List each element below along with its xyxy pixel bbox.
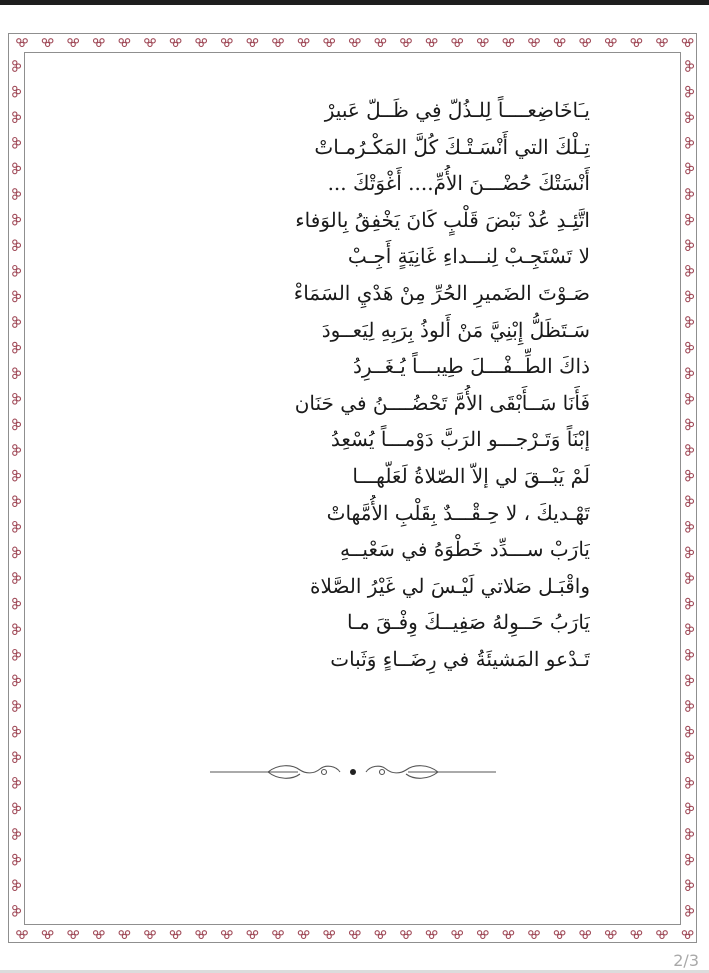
border-ornament — [686, 394, 694, 405]
border-ornament — [13, 880, 21, 891]
border-ornament — [13, 675, 21, 686]
poem-line: يَارَبْ ســـدِّد خَطْوَهُ في سَعْيــهِ — [339, 537, 590, 562]
border-ornament — [13, 624, 21, 635]
border-ornament — [273, 931, 284, 939]
border-ornament — [94, 931, 105, 939]
border-ornament — [94, 39, 105, 47]
border-ornament — [170, 39, 181, 47]
border-ornament — [554, 39, 565, 47]
poem-line: سَـتَظَلُّ إِبْنِيَّ مَنْ أَلوذُ بِرَبِهِ لِيَعــودَ — [321, 317, 590, 342]
border-ornament — [68, 931, 79, 939]
border-ornament — [478, 931, 489, 939]
border-ornament — [682, 931, 693, 939]
border-ornament — [119, 39, 130, 47]
border-ornament — [580, 931, 591, 939]
poem-line: لا تَسْتَجِـبْ لِنـــداءِ غَانِيَةٍ أَجِـبْ — [347, 244, 590, 269]
border-ornament — [580, 39, 591, 47]
border-ornament — [606, 39, 617, 47]
border-ornament — [686, 829, 694, 840]
border-ornament — [686, 624, 694, 635]
border-ornament — [13, 522, 21, 533]
poem-line: يَارَبُ حَــوِلهُ صَفِيــكَ وِفْـقَ مـا — [347, 610, 590, 635]
border-ornament — [503, 39, 514, 47]
poem-line: تَهْـديكَ ، لا حِـقْـــدٌ بِقَلْبِ الأُمَّهاتْ — [326, 500, 590, 525]
border-ornament — [686, 368, 694, 379]
border-ornament — [13, 752, 21, 763]
border-ornament — [13, 394, 21, 405]
border-ornament — [196, 39, 207, 47]
page-indicator: 2/3 — [673, 951, 699, 970]
poem-line: تِـلْكَ التي أَنْسَـتْـكَ كُلَّ المَكْـرُمـاتْ — [314, 134, 590, 159]
border-ornament — [13, 214, 21, 225]
border-ornament — [686, 854, 694, 865]
poem-line: واقْبَـل صَلاتي لَيْـسَ لي غَيْرُ الصَّلاة — [310, 573, 590, 598]
border-ornament — [42, 931, 53, 939]
border-ornament — [13, 61, 21, 72]
border-ornament — [222, 931, 233, 939]
border-ornament — [686, 522, 694, 533]
border-ornament — [13, 906, 21, 917]
border-ornament — [686, 573, 694, 584]
divider-ornament-icon — [208, 760, 498, 784]
border-ornament — [686, 598, 694, 609]
border-ornament — [529, 931, 540, 939]
border-ornament — [13, 547, 21, 558]
border-ornament — [686, 112, 694, 123]
border-ornament — [13, 445, 21, 456]
poem-line: فَأَنَا سَــأَبْقَى الأُمَّ تَحْضُــــنُ في حَنَان — [294, 390, 590, 415]
border-ornament — [13, 86, 21, 97]
border-ornament — [401, 39, 412, 47]
border-ornament — [686, 189, 694, 200]
poem-line: لَمْ يَبْــقَ لي إلاّ الصّلاةُ لَعَلّهـــا — [352, 463, 590, 488]
border-ornament — [13, 189, 21, 200]
border-ornament — [682, 39, 693, 47]
border-ornament — [686, 214, 694, 225]
border-ornament — [13, 778, 21, 789]
border-ornament — [273, 39, 284, 47]
border-ornament — [686, 496, 694, 507]
border-ornament — [13, 291, 21, 302]
border-ornament — [503, 931, 514, 939]
border-ornament — [13, 266, 21, 277]
border-ornament — [686, 419, 694, 430]
border-ornament — [13, 368, 21, 379]
border-ornament — [375, 931, 386, 939]
border-ornament — [222, 39, 233, 47]
poem-line: اتَّئِـدِ عُدْ نَبْضَ قَلْبٍ كَانَ يَخْفِقُ بِالوَفاء — [295, 207, 590, 232]
poem — [60, 92, 590, 678]
border-ornament — [13, 496, 21, 507]
border-ornament — [13, 419, 21, 430]
border-ornament — [13, 701, 21, 712]
border-ornament — [13, 138, 21, 149]
border-ornament — [686, 342, 694, 353]
border-ornament — [17, 931, 28, 939]
poem-line: تَـدْعو المَشيئَةُ في رِضَــاءٍ وَثَبات — [330, 646, 590, 671]
border-ornament — [686, 291, 694, 302]
border-ornament — [13, 598, 21, 609]
poem-line: ذاكَ الطِّــفْـــلَ طِيبـــاً يُـغَــرِدُ — [352, 354, 590, 379]
border-ornament — [13, 470, 21, 481]
border-ornament — [13, 726, 21, 737]
poem-line: إبْنَاً وَتَـرْجـــو الرَبَّ دَوْمـــاً يُسْعِدُ — [330, 427, 590, 452]
border-ornament — [686, 86, 694, 97]
border-ornament — [686, 726, 694, 737]
border-ornament — [686, 61, 694, 72]
border-ornament — [119, 931, 130, 939]
border-ornament — [324, 39, 335, 47]
border-ornament — [196, 931, 207, 939]
poem-line: أَنْسَتْكَ حُضْـــنَ الأُمِّ.... أَغْوَتْكَ ... — [327, 171, 590, 196]
border-ornament — [686, 240, 694, 251]
border-ornament — [657, 931, 668, 939]
border-ornament — [375, 39, 386, 47]
border-ornament — [145, 931, 156, 939]
border-ornament — [17, 39, 28, 47]
border-ornament — [68, 39, 79, 47]
border-ornament — [686, 778, 694, 789]
border-ornament — [13, 163, 21, 174]
border-ornament — [478, 39, 489, 47]
border-ornament — [686, 470, 694, 481]
border-ornament — [631, 39, 642, 47]
border-ornament — [452, 39, 463, 47]
border-ornament — [686, 880, 694, 891]
border-ornament — [13, 573, 21, 584]
border-ornament — [13, 317, 21, 328]
border-ornament — [686, 163, 694, 174]
border-ornament — [686, 906, 694, 917]
border-ornament — [686, 138, 694, 149]
border-ornament — [401, 931, 412, 939]
border-ornament — [145, 39, 156, 47]
border-ornament — [247, 39, 258, 47]
border-ornament — [554, 931, 565, 939]
border-ornament — [686, 445, 694, 456]
border-ornament — [247, 931, 258, 939]
border-ornament — [13, 854, 21, 865]
border-ornament — [324, 931, 335, 939]
border-ornament — [13, 829, 21, 840]
border-ornament — [686, 675, 694, 686]
border-ornament — [686, 701, 694, 712]
border-ornament — [686, 547, 694, 558]
border-ornament — [686, 803, 694, 814]
border-ornament — [426, 931, 437, 939]
border-ornament — [350, 931, 361, 939]
border-ornament — [426, 39, 437, 47]
border-ornament — [606, 931, 617, 939]
poem-line: صَـوْتَ الضَميرِ الحُرِّ مِنْ هَدْيِ السَمَاءْ — [293, 280, 590, 305]
poem-line: يـَاخَاضِعــــاً لِلـذُلّ فِي ظَــلّ عَبيرْ — [324, 98, 590, 122]
border-ornament — [298, 39, 309, 47]
border-ornament — [170, 931, 181, 939]
border-ornament — [686, 317, 694, 328]
border-ornament — [686, 752, 694, 763]
border-ornament — [13, 342, 21, 353]
border-ornament — [13, 240, 21, 251]
border-ornament — [529, 39, 540, 47]
border-ornament — [13, 650, 21, 661]
border-ornament — [350, 39, 361, 47]
border-ornament — [42, 39, 53, 47]
border-ornament — [13, 112, 21, 123]
border-ornament — [657, 39, 668, 47]
border-ornament — [298, 931, 309, 939]
border-ornament — [686, 650, 694, 661]
border-ornament — [631, 931, 642, 939]
border-ornament — [686, 266, 694, 277]
border-ornament — [13, 803, 21, 814]
border-ornament — [452, 931, 463, 939]
